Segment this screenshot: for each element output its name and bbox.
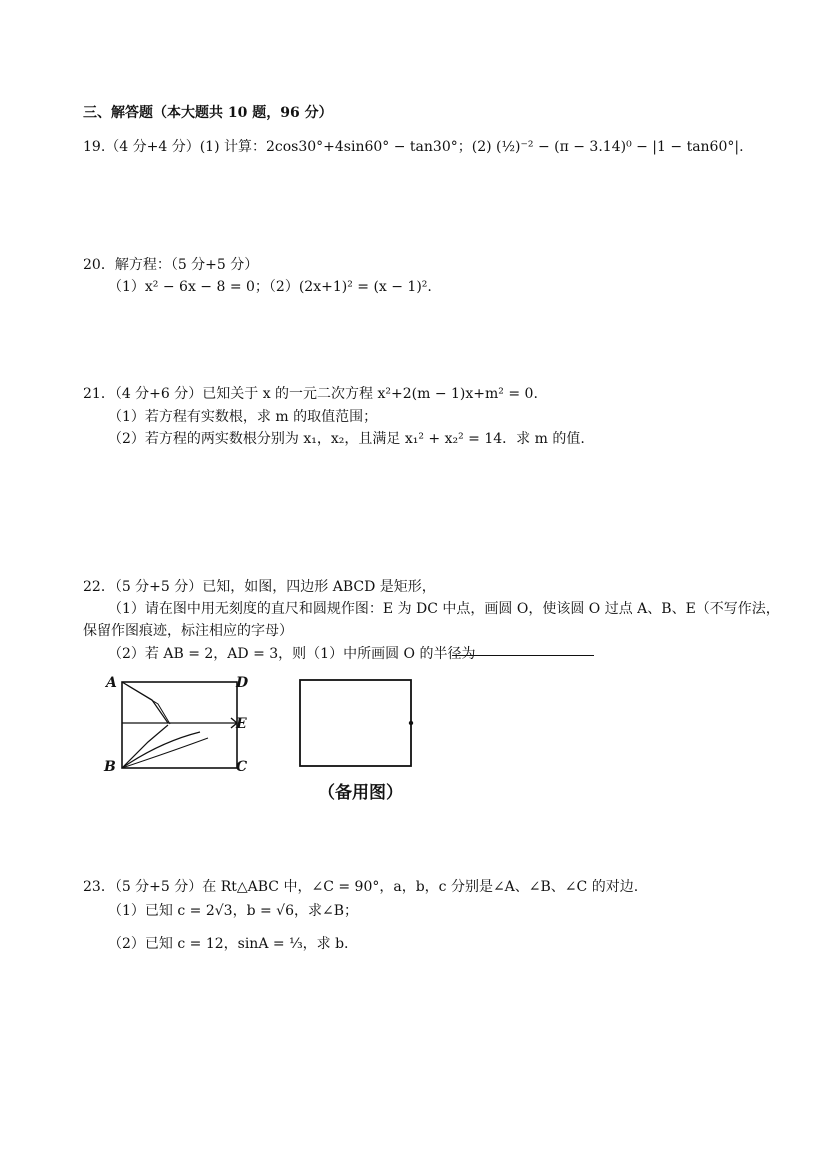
question-20-title: 20．解方程：（5 分+5 分）: [83, 257, 259, 273]
question-22-title: 22．（5 分+5 分）已知，如图，四边形 ABCD 是矩形，: [83, 579, 436, 595]
question-23-title: 23．（5 分+5 分）在 Rt△ABC 中，∠C = 90°，a，b，c 分别是∠A、∠B、∠C 的对边.: [83, 879, 639, 895]
question-22-part1-cont: 保留作图痕迹，标注相应的字母）: [83, 623, 293, 639]
vertex-label-e: E: [236, 716, 247, 732]
question-21-title: 21．（4 分+6 分）已知关于 x 的一元二次方程 x²+2(m − 1)x+m² = 0.: [83, 386, 538, 402]
vertex-label-a: A: [106, 675, 117, 691]
question-23-part2: （2）已知 c = 12，sinA = ⅓，求 b.: [108, 936, 349, 952]
question-22-part1: （1）请在图中用无刻度的直尺和圆规作图：E 为 DC 中点，画圆 O，使该圆 O 过点 A、B、E（不写作法，: [108, 601, 780, 617]
question-19: 19.（4 分+4 分）(1) 计算：2cos30°+4sin60° − tan30°；(2) (½)⁻² − (π − 3.14)⁰ − |1 − tan60°|.: [83, 139, 744, 155]
spare-rectangle-figure: [298, 678, 418, 773]
vertex-label-d: D: [236, 675, 249, 691]
question-21-part1: （1）若方程有实数根，求 m 的取值范围；: [108, 409, 378, 425]
answer-blank[interactable]: [452, 655, 594, 656]
section-heading: 三、解答题（本大题共 10 题，96 分）: [83, 105, 333, 121]
question-21-part2: （2）若方程的两实数根分别为 x₁，x₂，且满足 x₁² + x₂² = 14．求 m 的值.: [108, 431, 585, 447]
vertex-label-c: C: [236, 759, 248, 775]
question-23-part1: （1）已知 c = 2√3，b = √6，求∠B；: [108, 903, 359, 919]
spare-figure-caption: （备用图）: [318, 783, 403, 803]
question-22-part2: （2）若 AB = 2，AD = 3，则（1）中所画圆 O 的半径为: [108, 646, 476, 662]
vertex-label-b: B: [104, 759, 116, 775]
question-20-parts: （1）x² − 6x − 8 = 0；（2）(2x+1)² = (x − 1)².: [108, 279, 432, 295]
